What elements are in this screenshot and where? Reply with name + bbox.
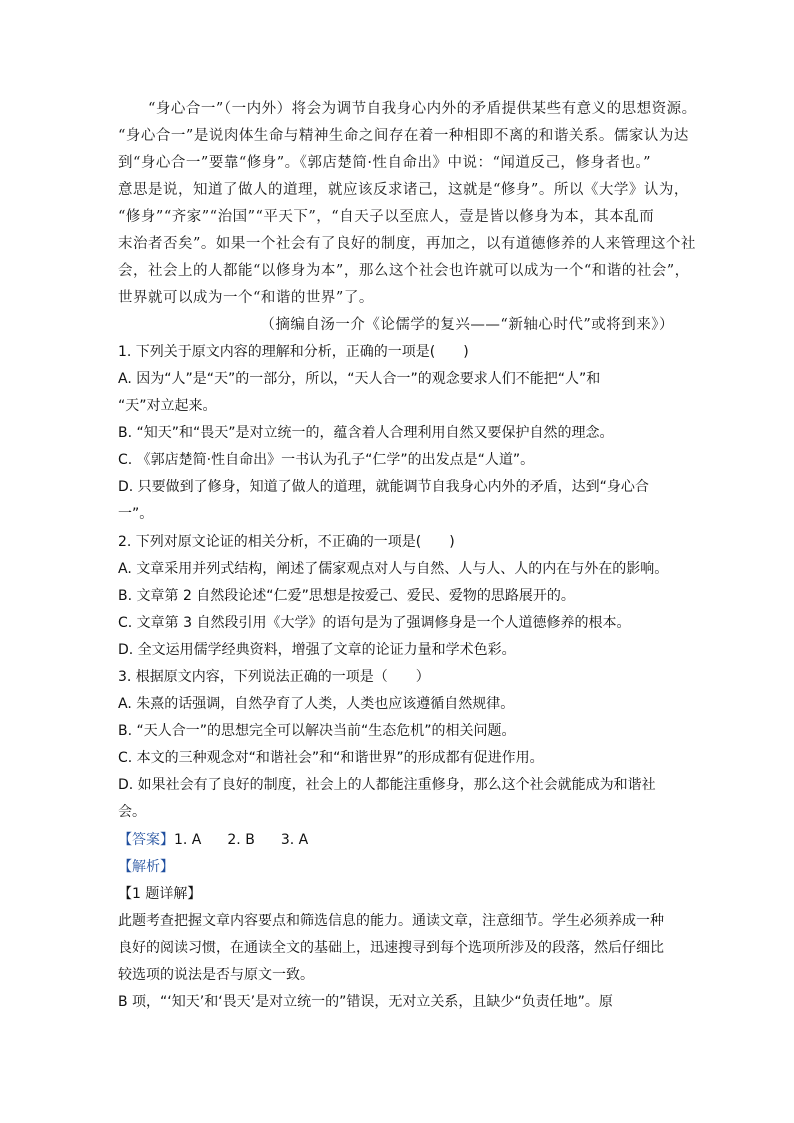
question-stem: 3. 根据原文内容，下列说法正确的一项是（ ） [118,669,430,685]
passage-source: （摘编自汤一介《论儒学的复兴——“新轴心时代”或将到来》） [260,317,674,333]
option-c: C. 本文的三种观念对“和谐社会”和“和谐世界”的形成都有促进作用。 [118,750,544,766]
answer-label: 【答案】 [118,832,174,848]
analysis-line: 较选项的说法是否与原文一致。 [118,967,314,983]
passage-line: 意思是说，知道了做人的道理，就应该反求诸己，这就是“修身”。所以《大学》认为， [118,182,689,198]
passage-line: 会，社会上的人都能“以修身为本”，那么这个社会也许就可以成为一个“和谐的社会”， [118,263,690,279]
answer-1: 1. A [174,832,202,848]
analysis-line: 良好的阅读习惯，在通读全文的基础上，迅速搜寻到每个选项所涉及的段落，然后仔细比 [118,940,664,956]
option-a-cont: “天”对立起来。 [118,398,217,414]
analysis-line: 此题考查把握文章内容要点和筛选信息的能力。通读文章，注意细节。学生必须养成一种 [118,913,664,929]
option-b: B. “知天”和“畏天”是对立统一的，蕴含着人合理利用自然又要保护自然的理念。 [118,425,614,441]
passage-line: “身心合一”（一内外）将会为调节自我身心内外的矛盾提供某些有意义的思想资源。 [118,101,697,117]
option-a: A. 朱熹的话强调，自然孕育了人类，人类也应该遵循自然规律。 [118,696,515,712]
question-stem: 1. 下列关于原文内容的理解和分析，正确的一项是( ) [118,344,469,360]
question-stem: 2. 下列对原文论证的相关分析，不正确的一项是( ) [118,534,455,550]
option-d-cont: 一”。 [118,506,154,522]
answer-3: 3. A [280,832,309,848]
passage-line: 到“身心合一”要靠“修身”。《郭店楚简·性自命出》中说：“闻道反己，修身者也。” [118,155,652,171]
analysis-line: B 项，“‘知天’和‘畏天’是对立统一的”错误，无对立关系，且缺少“负责任地”。原 [118,994,613,1010]
passage-line: “修身”“齐家”“治国”“平天下”，“自天子以至庶人，壹是皆以修身为本，其本乱而 [118,209,655,225]
option-b: B. 文章第 2 自然段论述“仁爱”思想是按爱己、爱民、爱物的思路展开的。 [118,588,575,604]
option-a: A. 文章采用并列式结构，阐述了儒家观点对人与自然、人与人、人的内在与外在的影响。 [118,561,669,577]
passage-line: “身心合一”是说肉体生命与精神生命之间存在着一种相即不离的和谐关系。儒家认为达 [118,128,689,144]
option-a: A. 因为“人”是“天”的一部分，所以，“天人合一”的观念要求人们不能把“人”和 [118,371,601,387]
answer-line [118,827,308,854]
option-d: D. 全文运用儒学经典资料，增强了文章的论证力量和学术色彩。 [118,642,516,658]
q1-detail-label: 【1 题详解】 [118,886,202,902]
passage-line: 末治者否矣”。如果一个社会有了良好的制度，再加之，以有道德修养的人来管理这个社 [118,236,696,252]
passage-line: 世界就可以成为一个“和谐的世界”了。 [118,290,374,306]
analysis-label: 【解析】 [118,859,174,875]
option-d-cont: 会。 [118,804,146,820]
option-c: C. 文章第 3 自然段引用《大学》的语句是为了强调修身是一个人道德修养的根本。 [118,615,631,631]
answer-2: 2. B [227,832,255,848]
option-d: D. 只要做到了修身，知道了做人的道理，就能调节自我身心内外的矛盾，达到“身心合 [118,479,649,495]
option-c: C. 《郭店楚简·性自命出》一书认为孔子“仁学”的出发点是“人道”。 [118,452,535,468]
option-d: D. 如果社会有了良好的制度，社会上的人都能注重修身，那么这个社会就能成为和谐社 [118,777,656,793]
option-b: B. “天人合一”的思想完全可以解决当前“生态危机”的相关问题。 [118,723,516,739]
